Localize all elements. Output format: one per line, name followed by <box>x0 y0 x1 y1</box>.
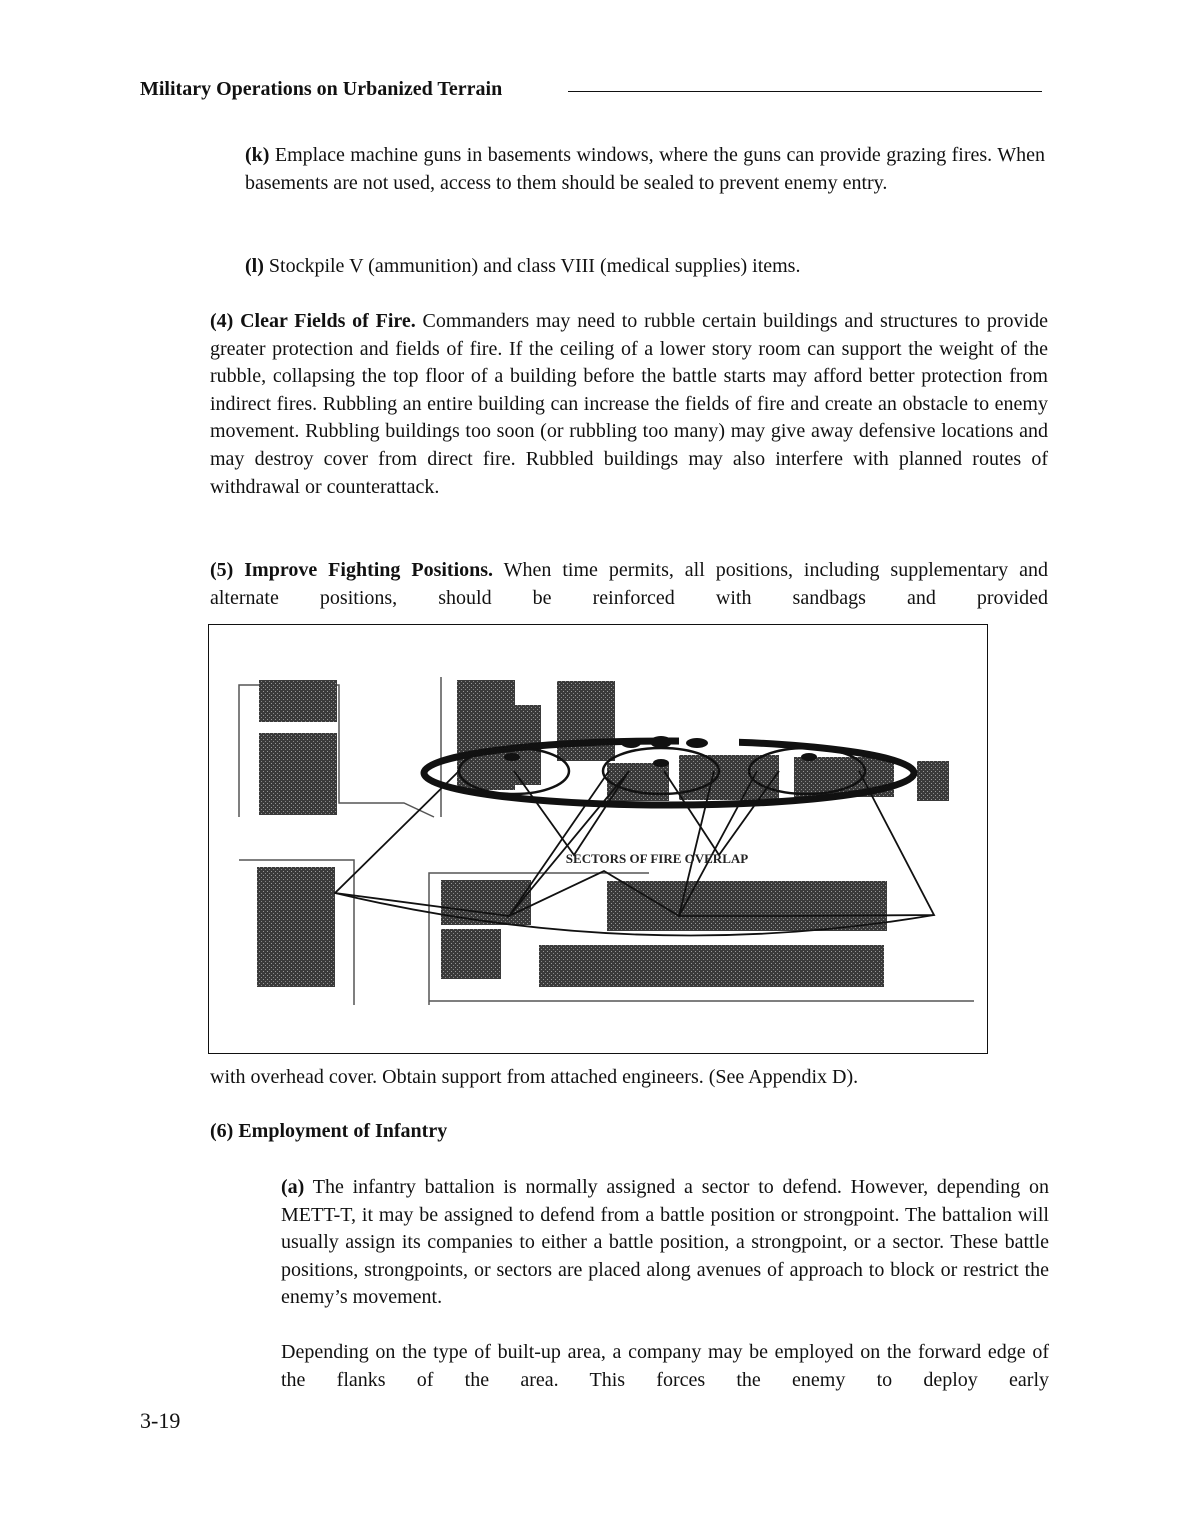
position-marker <box>801 753 817 761</box>
figure-label: SECTORS OF FIRE OVERLAP <box>565 851 749 866</box>
paragraph-4-text: Commanders may need to rubble certain buildings and structures to provide greater protection and fields of fire. If the ceiling of a lower story room can support the weight of the rubble, collapsing the top floor of a building before the battle starts may afford better protection from indirect fires. Rubbling an entire building can increase the fields of fire and create an obstacle to enemy movement. Rubbling buildings too soon (or rubbling too many) may give away defensive locations and may destroy cover from direct fire. Rubbled buildings may also interfere with planned routes of withdrawal or counterattack. <box>210 310 1048 498</box>
building <box>259 680 337 722</box>
building <box>917 761 949 801</box>
paragraph-a-label: (a) <box>281 1176 305 1198</box>
paragraph-5-heading: (5) Improve Fighting Positions. <box>210 559 494 581</box>
building <box>257 867 335 987</box>
position-marker <box>686 738 708 748</box>
paragraph-5-continued-text: with overhead cover. Obtain support from attached engineers. (See Appendix D). <box>210 1066 859 1088</box>
position-marker <box>504 753 520 761</box>
paragraph-4-heading: (4) Clear Fields of Fire. <box>210 310 416 332</box>
paragraph-6 <box>210 1118 1048 1146</box>
building <box>441 929 501 979</box>
page-header <box>140 78 1042 106</box>
position-marker <box>653 759 669 767</box>
figure-illustration <box>209 625 988 1054</box>
paragraph-6-heading: (6) Employment of Infantry <box>210 1120 448 1142</box>
building <box>607 881 887 931</box>
paragraph-l-text: Stockpile V (ammunition) and class VIII (medical supplies) items. <box>263 255 801 277</box>
building <box>539 945 884 987</box>
building <box>607 763 669 801</box>
paragraph-l <box>245 253 1045 281</box>
paragraph-l-label: (l) <box>245 255 264 277</box>
paragraph-4 <box>210 308 1048 501</box>
header-title: Military Operations on Urbanized Terrain <box>140 78 508 101</box>
paragraph-a <box>281 1174 1049 1312</box>
building <box>259 733 337 815</box>
paragraph-k-text: Emplace machine guns in basements windows, where the guns can provide grazing fires. When basements are not used, access to them should be sealed to prevent enemy entry. <box>245 144 1045 194</box>
position-marker <box>650 736 672 748</box>
paragraph-a-continued-text: Depending on the type of built-up area, a company may be employed on the forward edge of the flanks of the area. This forces the enemy to deploy early <box>281 1341 1049 1391</box>
sectors-of-fire-figure <box>208 624 988 1054</box>
header-rule <box>568 91 1042 92</box>
building <box>457 680 515 790</box>
paragraph-k-label: (k) <box>245 144 270 166</box>
paragraph-a-continued <box>281 1339 1049 1394</box>
position-marker <box>621 738 641 748</box>
paragraph-k <box>245 142 1045 197</box>
building <box>557 681 615 761</box>
paragraph-5-text: When time permits, all positions, including supplementary and alternate positions, should be reinforced with sandbags and provided <box>210 559 1049 609</box>
paragraph-5 <box>210 557 1048 612</box>
paragraph-5-continued <box>210 1064 1048 1092</box>
paragraph-a-text: The infantry battalion is normally assigned a sector to defend. However, depending on METT-T, it may be assigned to defend from a battle position or strongpoint. The battalion will usually assign its companies to either a battle position, a strongpoint, or a sector. These battle positions, strongpoints, or sectors are placed along avenues of approach to block or restrict the enemy’s movement. <box>281 1176 1049 1309</box>
page-number: 3-19 <box>140 1408 181 1433</box>
